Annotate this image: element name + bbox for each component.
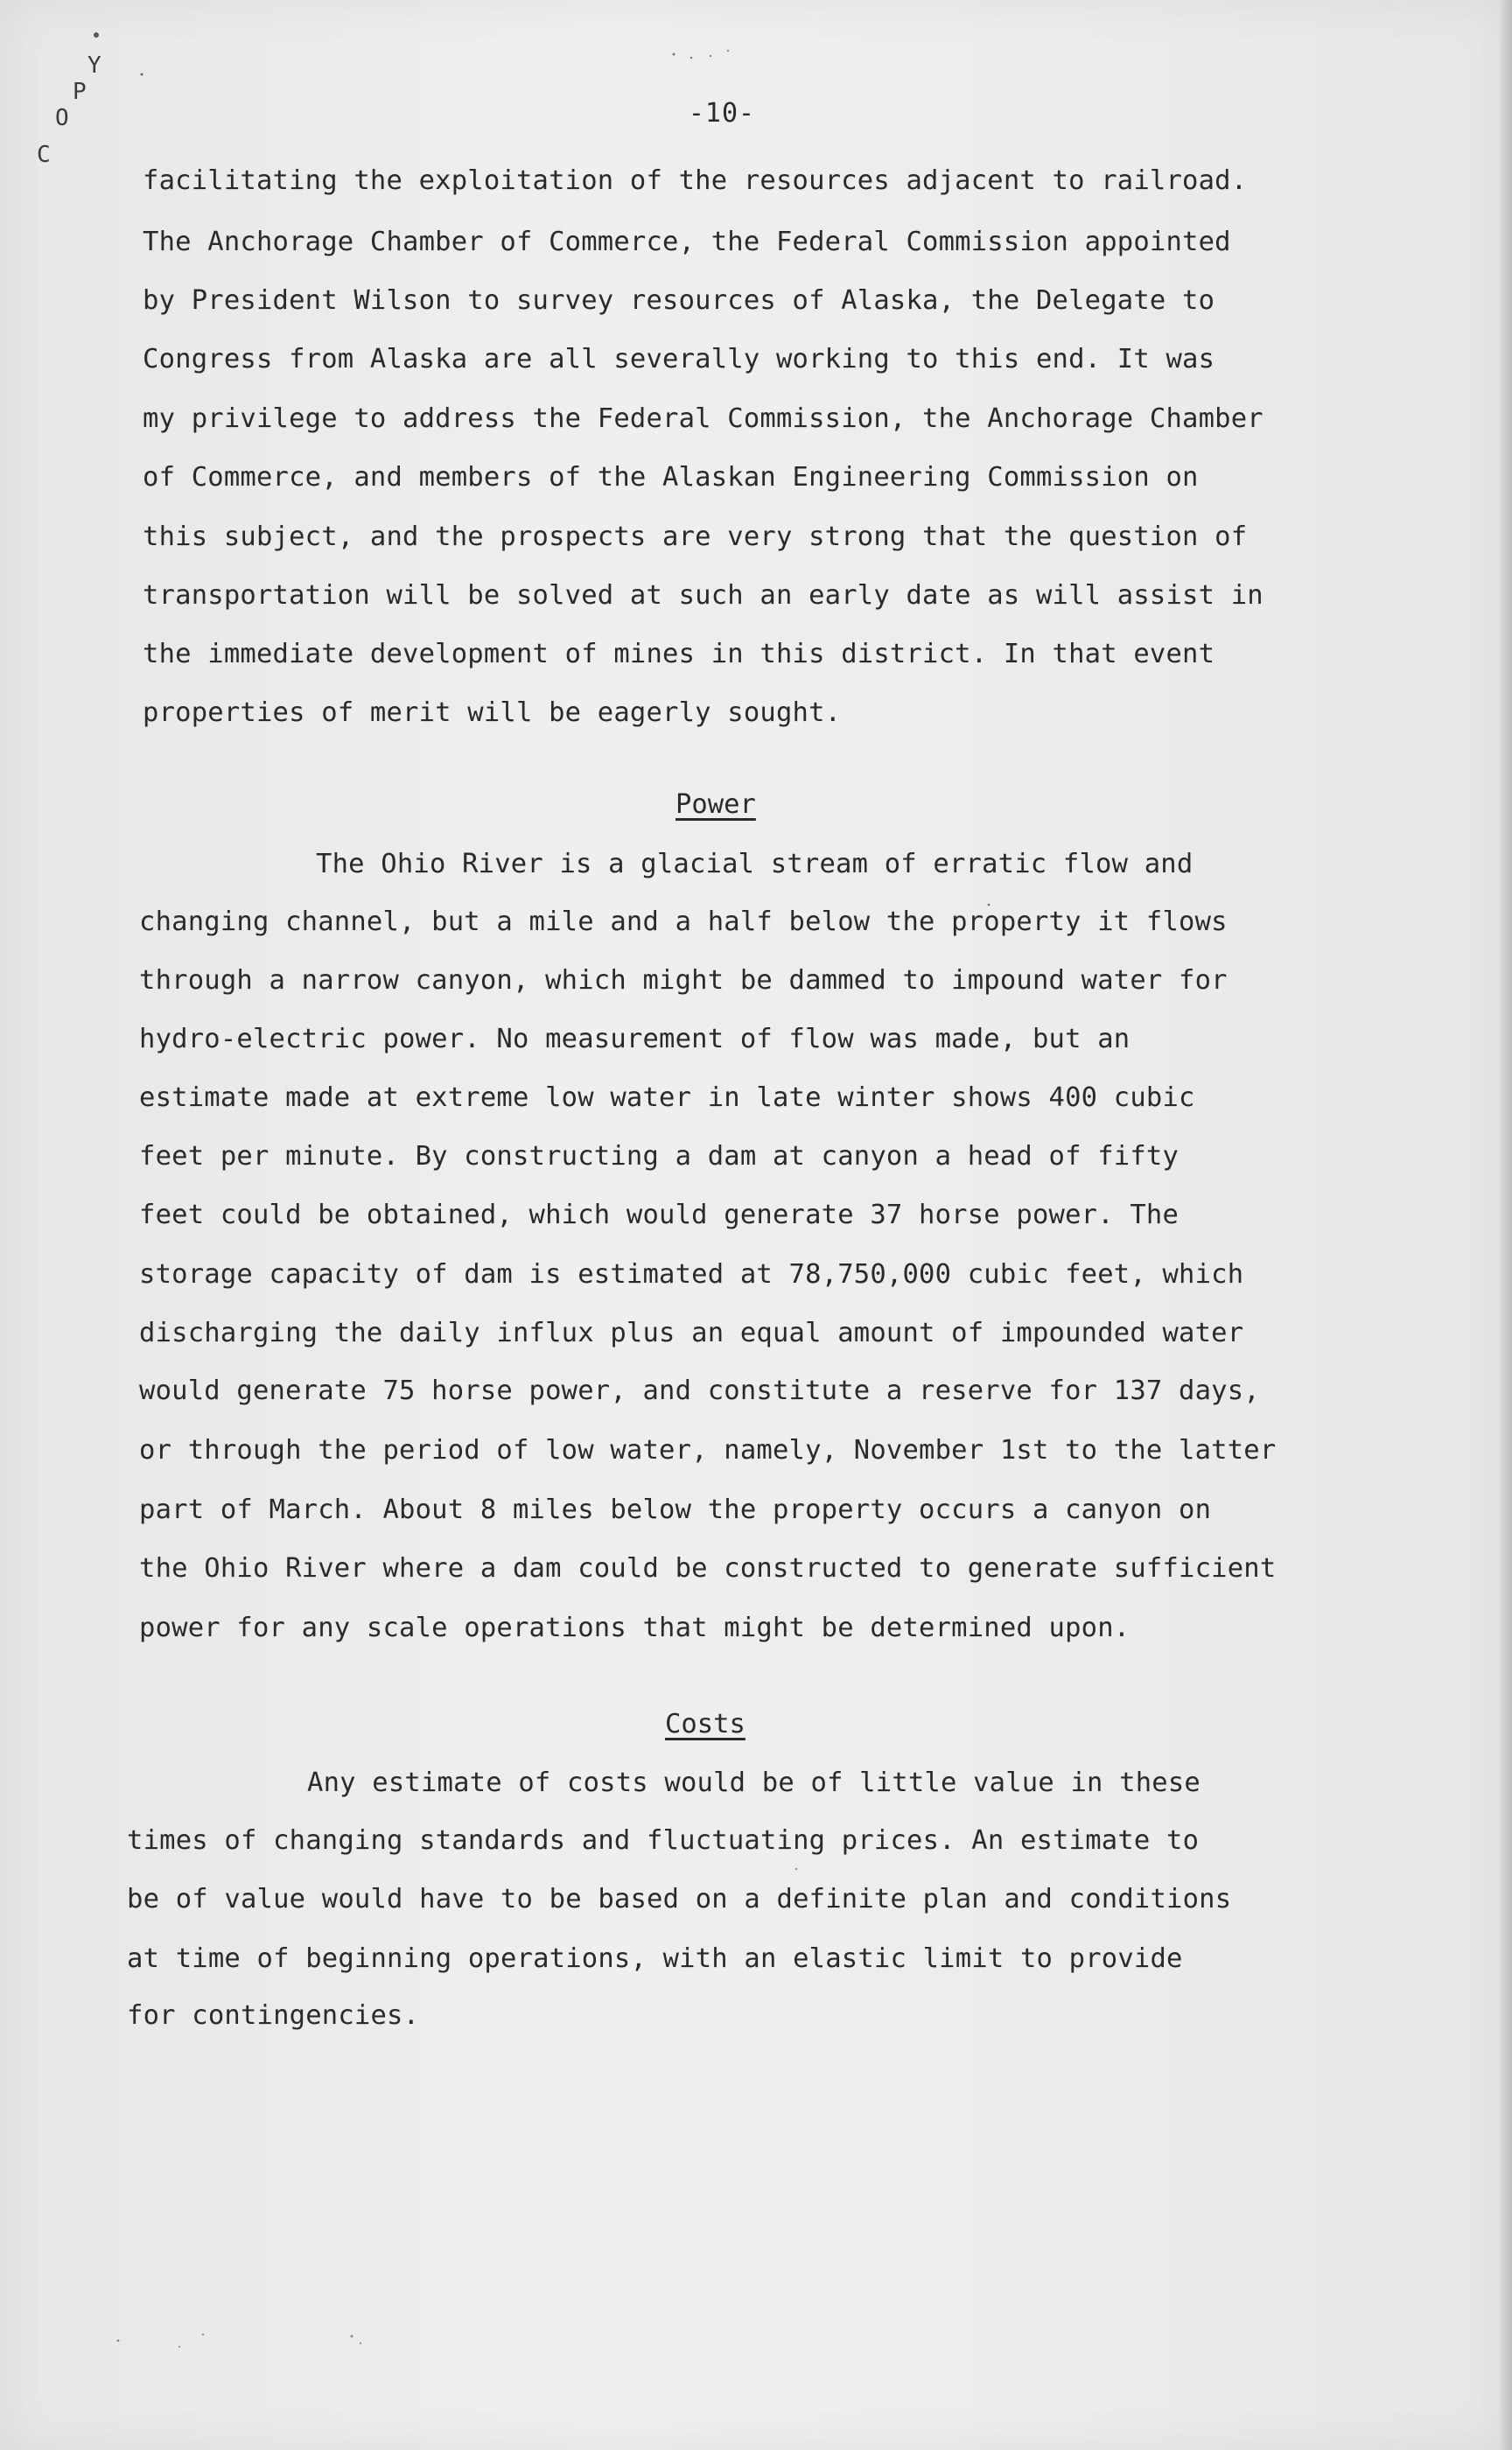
text-line: my privilege to address the Federal Commission, the Anchorage Chamber: [143, 403, 1264, 434]
text-line: by President Wilson to survey resources of Alaska, the Delegate to: [143, 285, 1215, 316]
text-line: times of changing standards and fluctuating prices. An estimate to: [127, 1825, 1200, 1856]
text-line: properties of merit will be eagerly sought.: [143, 697, 842, 728]
copy-stamp-o: O: [55, 105, 69, 131]
text-line: power for any scale operations that might be determined upon.: [139, 1613, 1130, 1643]
text-line: feet could be obtained, which would generate 37 horse power. The: [139, 1200, 1180, 1230]
copy-stamp-c: C: [37, 142, 51, 168]
text-line: would generate 75 horse power, and constitute a reserve for 137 days,: [139, 1376, 1260, 1406]
copy-stamp-y: Y: [88, 52, 102, 79]
text-line: estimate made at extreme low water in late winter shows 400 cubic: [139, 1082, 1195, 1113]
text-line: changing channel, but a mile and a half below the property it flows: [139, 906, 1228, 937]
text-line: the immediate development of mines in this district. In that event: [143, 639, 1215, 669]
text-line: storage capacity of dam is estimated at 78,750,000 cubic feet, which: [139, 1259, 1244, 1290]
text-line: part of March. About 8 miles below the property occurs a canyon on: [139, 1494, 1212, 1525]
text-line: be of value would have to be based on a definite plan and conditions: [127, 1884, 1232, 1914]
text-line: The Ohio River is a glacial stream of erratic flow and: [316, 849, 1194, 879]
copy-stamp-p: P: [73, 79, 87, 105]
text-line: at time of beginning operations, with an elastic limit to provide: [127, 1943, 1183, 1974]
power-heading: Power: [676, 789, 756, 820]
text-line: the Ohio River where a dam could be constructed to generate sufficient: [139, 1553, 1277, 1584]
text-line: hydro-electric power. No measurement of flow was made, but an: [139, 1024, 1130, 1054]
text-line: feet per minute. By constructing a dam at canyon a head of fifty: [139, 1141, 1180, 1172]
text-line: discharging the daily influx plus an equal amount of impounded water: [139, 1318, 1244, 1348]
text-line: for contingencies.: [127, 2000, 420, 2031]
text-line: this subject, and the prospects are very strong that the question of: [143, 522, 1248, 552]
text-line: transportation will be solved at such an early date as will assist in: [143, 580, 1264, 611]
text-line: Any estimate of costs would be of little value in these: [307, 1768, 1200, 1798]
text-line: or through the period of low water, namely, November 1st to the latter: [139, 1435, 1277, 1466]
costs-heading: Costs: [665, 1709, 746, 1740]
text-line: through a narrow canyon, which might be dammed to impound water for: [139, 965, 1228, 996]
text-line: The Anchorage Chamber of Commerce, the Federal Commission appointed: [143, 227, 1231, 257]
text-line: of Commerce, and members of the Alaskan Engineering Commission on: [143, 462, 1199, 493]
text-line: facilitating the exploitation of the resources adjacent to railroad.: [143, 165, 1248, 196]
text-line: Congress from Alaska are all severally working to this end. It was: [143, 344, 1215, 374]
page-number: -10-: [688, 98, 756, 129]
